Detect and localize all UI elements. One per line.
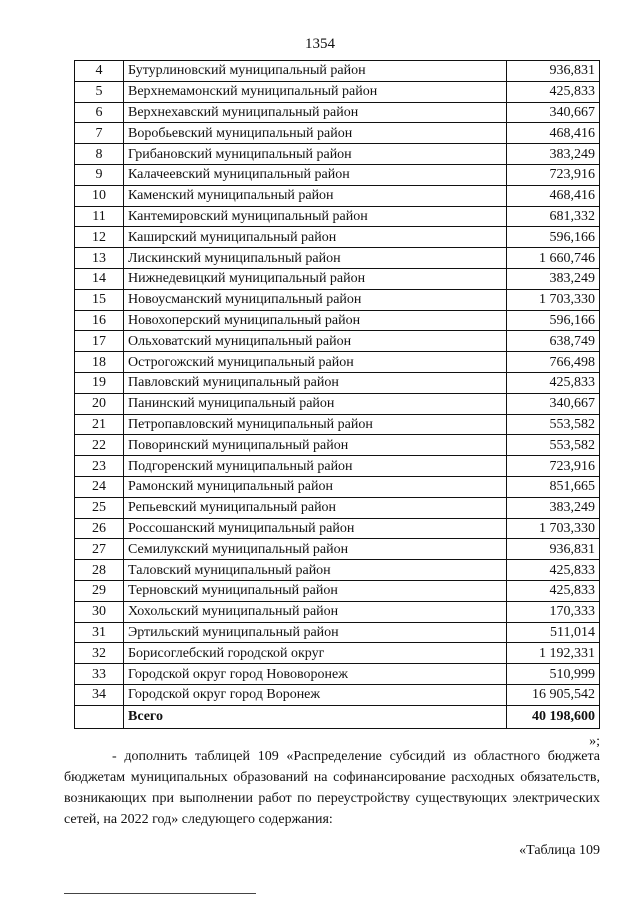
table-row [75,352,600,373]
subsidy-amount: 425,833 [507,560,600,581]
table-row [75,144,600,165]
municipality-name: Грибановский муниципальный район [124,144,507,165]
subsidy-amount: 723,916 [507,456,600,477]
subsidy-table [74,60,600,729]
table-row [75,414,600,435]
table-row [75,372,600,393]
municipality-name: Петропавловский муниципальный район [124,414,507,435]
table-row [75,102,600,123]
row-number: 14 [75,268,124,289]
municipality-name: Борисоглебский городской округ [124,643,507,664]
closing-quote: »; [589,734,600,749]
row-number: 17 [75,331,124,352]
row-number: 23 [75,456,124,477]
subsidy-amount: 596,166 [507,227,600,248]
municipality-name: Терновский муниципальный район [124,580,507,601]
municipality-name: Новохоперский муниципальный район [124,310,507,331]
subsidy-amount: 425,833 [507,81,600,102]
subsidy-amount: 638,749 [507,331,600,352]
table-row [75,310,600,331]
row-number: 24 [75,476,124,497]
row-number: 33 [75,664,124,685]
subsidy-amount: 596,166 [507,310,600,331]
row-number: 13 [75,248,124,269]
table-row [75,227,600,248]
row-number: 28 [75,560,124,581]
municipality-name: Верхнехавский муниципальный район [124,102,507,123]
municipality-name: Острогожский муниципальный район [124,352,507,373]
subsidy-amount: 936,831 [507,539,600,560]
table-row [75,539,600,560]
row-number: 31 [75,622,124,643]
table-row [75,331,600,352]
municipality-name: Ольховатский муниципальный район [124,331,507,352]
total-row [75,705,600,728]
municipality-name: Таловский муниципальный район [124,560,507,581]
row-number: 8 [75,144,124,165]
subsidy-amount: 681,332 [507,206,600,227]
table-row [75,664,600,685]
municipality-name: Каширский муниципальный район [124,227,507,248]
subsidy-amount: 383,249 [507,144,600,165]
subsidy-amount: 340,667 [507,393,600,414]
table-body [75,61,600,729]
row-number: 19 [75,372,124,393]
municipality-name: Городской округ город Нововоронеж [124,664,507,685]
row-number: 32 [75,643,124,664]
row-number: 5 [75,81,124,102]
row-number: 26 [75,518,124,539]
municipality-name: Лискинский муниципальный район [124,248,507,269]
subsidy-amount: 1 703,330 [507,518,600,539]
row-number: 25 [75,497,124,518]
municipality-name: Павловский муниципальный район [124,372,507,393]
subsidy-amount: 425,833 [507,580,600,601]
row-number: 30 [75,601,124,622]
row-number: 16 [75,310,124,331]
row-number: 4 [75,61,124,82]
municipality-name: Подгоренский муниципальный район [124,456,507,477]
total-number-cell [75,705,124,728]
subsidy-amount: 383,249 [507,497,600,518]
table-row [75,456,600,477]
subsidy-amount: 936,831 [507,61,600,82]
row-number: 6 [75,102,124,123]
table-row [75,248,600,269]
municipality-name: Городской округ город Воронеж [124,684,507,705]
footnote-divider [64,893,256,894]
subsidy-amount: 1 192,331 [507,643,600,664]
row-number: 18 [75,352,124,373]
table-row [75,622,600,643]
subsidy-amount: 1 703,330 [507,289,600,310]
municipality-name: Кантемировский муниципальный район [124,206,507,227]
subsidy-amount: 16 905,542 [507,684,600,705]
municipality-name: Нижнедевицкий муниципальный район [124,268,507,289]
municipality-name: Рамонский муниципальный район [124,476,507,497]
row-number: 27 [75,539,124,560]
municipality-name: Эртильский муниципальный район [124,622,507,643]
table-row [75,435,600,456]
municipality-name: Калачеевский муниципальный район [124,164,507,185]
subsidy-amount: 383,249 [507,268,600,289]
subsidy-amount: 340,667 [507,102,600,123]
row-number: 12 [75,227,124,248]
row-number: 9 [75,164,124,185]
table-row [75,185,600,206]
row-number: 22 [75,435,124,456]
table-row [75,560,600,581]
row-number: 21 [75,414,124,435]
subsidy-amount: 468,416 [507,185,600,206]
table-row [75,518,600,539]
table-row [75,81,600,102]
table-row [75,61,600,82]
row-number: 15 [75,289,124,310]
table-row [75,123,600,144]
subsidy-amount: 510,999 [507,664,600,685]
subsidy-amount: 723,916 [507,164,600,185]
row-number: 10 [75,185,124,206]
row-number: 29 [75,580,124,601]
subsidy-amount: 1 660,746 [507,248,600,269]
subsidy-amount: 766,498 [507,352,600,373]
municipality-name: Россошанский муниципальный район [124,518,507,539]
subsidy-amount: 553,582 [507,435,600,456]
municipality-name: Новоусманский муниципальный район [124,289,507,310]
row-number: 11 [75,206,124,227]
row-number: 20 [75,393,124,414]
table-row [75,497,600,518]
table-row [75,684,600,705]
total-label: Всего [124,705,507,728]
table-row [75,206,600,227]
subsidy-amount: 553,582 [507,414,600,435]
subsidy-amount: 425,833 [507,372,600,393]
subsidy-amount: 511,014 [507,622,600,643]
row-number: 7 [75,123,124,144]
municipality-name: Бутурлиновский муниципальный район [124,61,507,82]
municipality-name: Панинский муниципальный район [124,393,507,414]
municipality-name: Репьевский муниципальный район [124,497,507,518]
table-row [75,164,600,185]
municipality-name: Поворинский муниципальный район [124,435,507,456]
amendment-paragraph: - дополнить таблицей 109 «Распределение субсидий из областного бюджета бюджетам муниципальных образований на софинансирование расходных обязательств, возникающих при выполнении работ по переустройству существующих электрических сетей, на 2022 год» следующего содержания: [64,749,600,827]
subsidy-amount: 851,665 [507,476,600,497]
subsidy-amount: 170,333 [507,601,600,622]
table-row [75,643,600,664]
table-row [75,601,600,622]
page-number: 1354 [305,36,335,52]
table-row [75,393,600,414]
municipality-name: Семилукский муниципальный район [124,539,507,560]
total-amount: 40 198,600 [507,705,600,728]
municipality-name: Хохольский муниципальный район [124,601,507,622]
subsidy-amount: 468,416 [507,123,600,144]
row-number: 34 [75,684,124,705]
municipality-name: Каменский муниципальный район [124,185,507,206]
table-row [75,289,600,310]
table-row [75,268,600,289]
table-row [75,476,600,497]
municipality-name: Верхнемамонский муниципальный район [124,81,507,102]
table-row [75,580,600,601]
table-reference: «Таблица 109 [519,843,600,858]
municipality-name: Воробьевский муниципальный район [124,123,507,144]
